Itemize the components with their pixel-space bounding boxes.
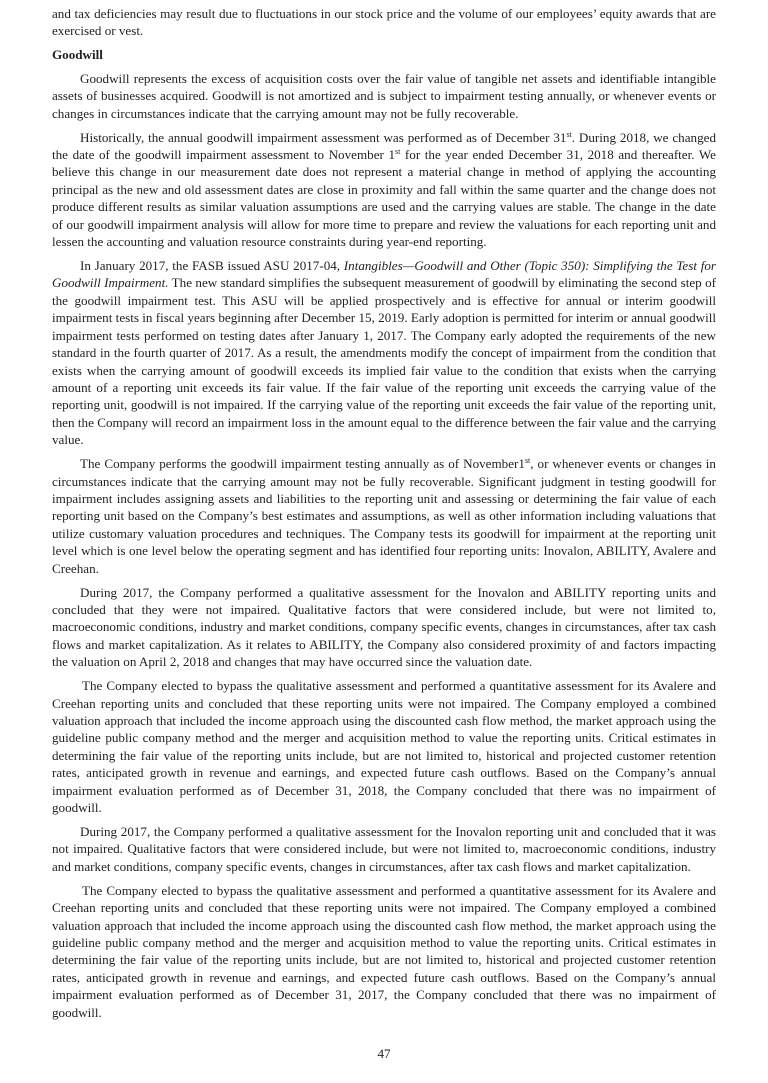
text: . During 2018, we changed the date of the goodwill impairment assessment to November 1 — [52, 129, 716, 163]
paragraph-asu-2017-04 — [52, 257, 716, 448]
paragraph-qualitative-2017-a: During 2017, the Company performed a qualitative assessment for the Inovalon and ABILITY reporting units and concluded that they were not impaired. Qualitative factors that were considered include, but were not limited to, macroeconomic conditions, industry and market conditions, company specific events, changes in circumstances, after tax cash flows and market capitalization. As it relates to ABILITY, the Company also considered proximity of and factors impacting the valuation on April 2, 2018 and changes that may have occurred since the valuation date. — [52, 584, 716, 670]
paragraph-goodwill-definition: Goodwill represents the excess of acquisition costs over the fair value of tangible net assets and identifiable intangible assets of businesses acquired. Goodwill is not amortized and is subject to impairment testing annually, or whenever events or changes in circumstances indicate that the carrying amount may not be fully recoverable. — [52, 70, 716, 121]
text: In January 2017, the FASB issued ASU 2017-04, — [80, 258, 344, 274]
page-number: 47 — [377, 1046, 391, 1062]
text: The Company performs the goodwill impairment testing annually as of November1 — [80, 456, 525, 472]
document-page — [52, 0, 716, 1021]
text: , or whenever events or changes in circumstances indicate that the carrying amount may not be fully recoverable. Significant judgment in testing goodwill for impairment includes assigning assets and liabilities to the reporting unit and assessing or determining the fair value of each reporting unit based on the Company’s best estimates and assumptions, as well as other information including valuations that utilize customary valuation procedures and techniques. The Company tests its goodwill for impairment at the reporting unit level which is one level below the operating segment and has identified four reporting units: Inovalon, ABILITY, Avalere and Creehan. — [52, 456, 716, 576]
paragraph-qualitative-2017-b: During 2017, the Company performed a qualitative assessment for the Inovalon reporting unit and concluded that it was not impaired. Qualitative factors that were considered include, but were not limited to, macroeconomic conditions, industry and market conditions, company specific events, changes in circumstances, after tax cash flows and market capitalization. — [52, 824, 716, 874]
paragraph-quantitative-2018: The Company elected to bypass the qualitative assessment and performed a quantitative assessment for its Avalere and Creehan reporting units and concluded that these reporting units were not impaired. The Company employed a combined valuation approach that included the income approach using the discounted cash flow method, the market approach using the guideline public company method and the merger and acquisition method to value the reporting units. Critical estimates in determining the fair value of the reporting units include, but are not limited to, historical and projected customer retention rates, anticipated growth in revenue and earnings, and expected future cash outflows. Based on the Company’s annual impairment evaluation performed as of December 31, 2018, the Company concluded that there was no impairment of goodwill. — [52, 678, 716, 816]
section-heading-goodwill: Goodwill — [52, 47, 103, 63]
superscript: st — [524, 456, 531, 466]
paragraph-annual-testing — [52, 455, 716, 577]
italic-title: Intangibles—Goodwill and Other (Topic 350): Simplifying the Test for Goodwill Impairment. — [52, 258, 716, 291]
superscript: st — [395, 147, 401, 157]
paragraph-quantitative-2017: The Company elected to bypass the qualitative assessment and performed a quantitative assessment for its Avalere and Creehan reporting units and concluded that these reporting units were not impaired. The Company employed a combined valuation approach that included the income approach using the discounted cash flow method, the market approach using the guideline public company method and the merger and acquisition method to value the reporting units. Critical estimates in determining the fair value of the reporting units include, but are not limited to, historical and projected customer retention rates, anticipated growth in revenue and earnings, and expected future cash outflows. Based on the Company’s annual impairment evaluation performed as of December 31, 2017, the Company concluded that there was no impairment of goodwill. — [52, 882, 716, 1020]
superscript: st — [566, 129, 572, 139]
text: for the year ended December 31, 2018 and thereafter. We believe this change in our measurement date does not represent a material change in method of applying the accounting principal as the new and old assessment dates are close in proximity and fall within the same quarter and the change does not produce different results as similar valuation assumptions are used and the carrying values are stable. The change in the date of our goodwill impairment analysis will allow for more time to prepare and review the valuations for each reporting unit and lessen the accounting and valuation resource constraints during year-end reporting. — [52, 147, 716, 250]
paragraph-assessment-date-change — [52, 129, 716, 251]
text: Historically, the annual goodwill impairment assessment was performed as of December 31 — [80, 129, 567, 145]
text: The new standard simplifies the subsequent measurement of goodwill by eliminating the second step of the goodwill impairment test. This ASU will be applied prospectively and is effective for annual or interim goodwill impairment tests in fiscal years beginning after December 15, 2019. Early adoption is permitted for interim or annual goodwill impairment tests performed on testing dates after January 1, 2017. The Company early adopted the requirements of the new standard in the fourth quarter of 2017. As a result, the amendments modify the concept of impairment from the condition that exists when the carrying amount of goodwill exceeds its implied fair value to the condition that exists when the carrying amount of a reporting unit exceeds its fair value. If the fair value of the reporting unit exceeds the carrying value of the reporting unit, goodwill is not impaired. If the carrying value of the reporting unit exceeds the fair value of the reporting unit, then the Company will record an impairment loss in the amount equal to the difference between the fair value and the carrying value. — [52, 275, 716, 448]
paragraph-continuation: and tax deficiencies may result due to fluctuations in our stock price and the volume of our employees’ equity awards that are exercised or vest. — [52, 6, 716, 39]
